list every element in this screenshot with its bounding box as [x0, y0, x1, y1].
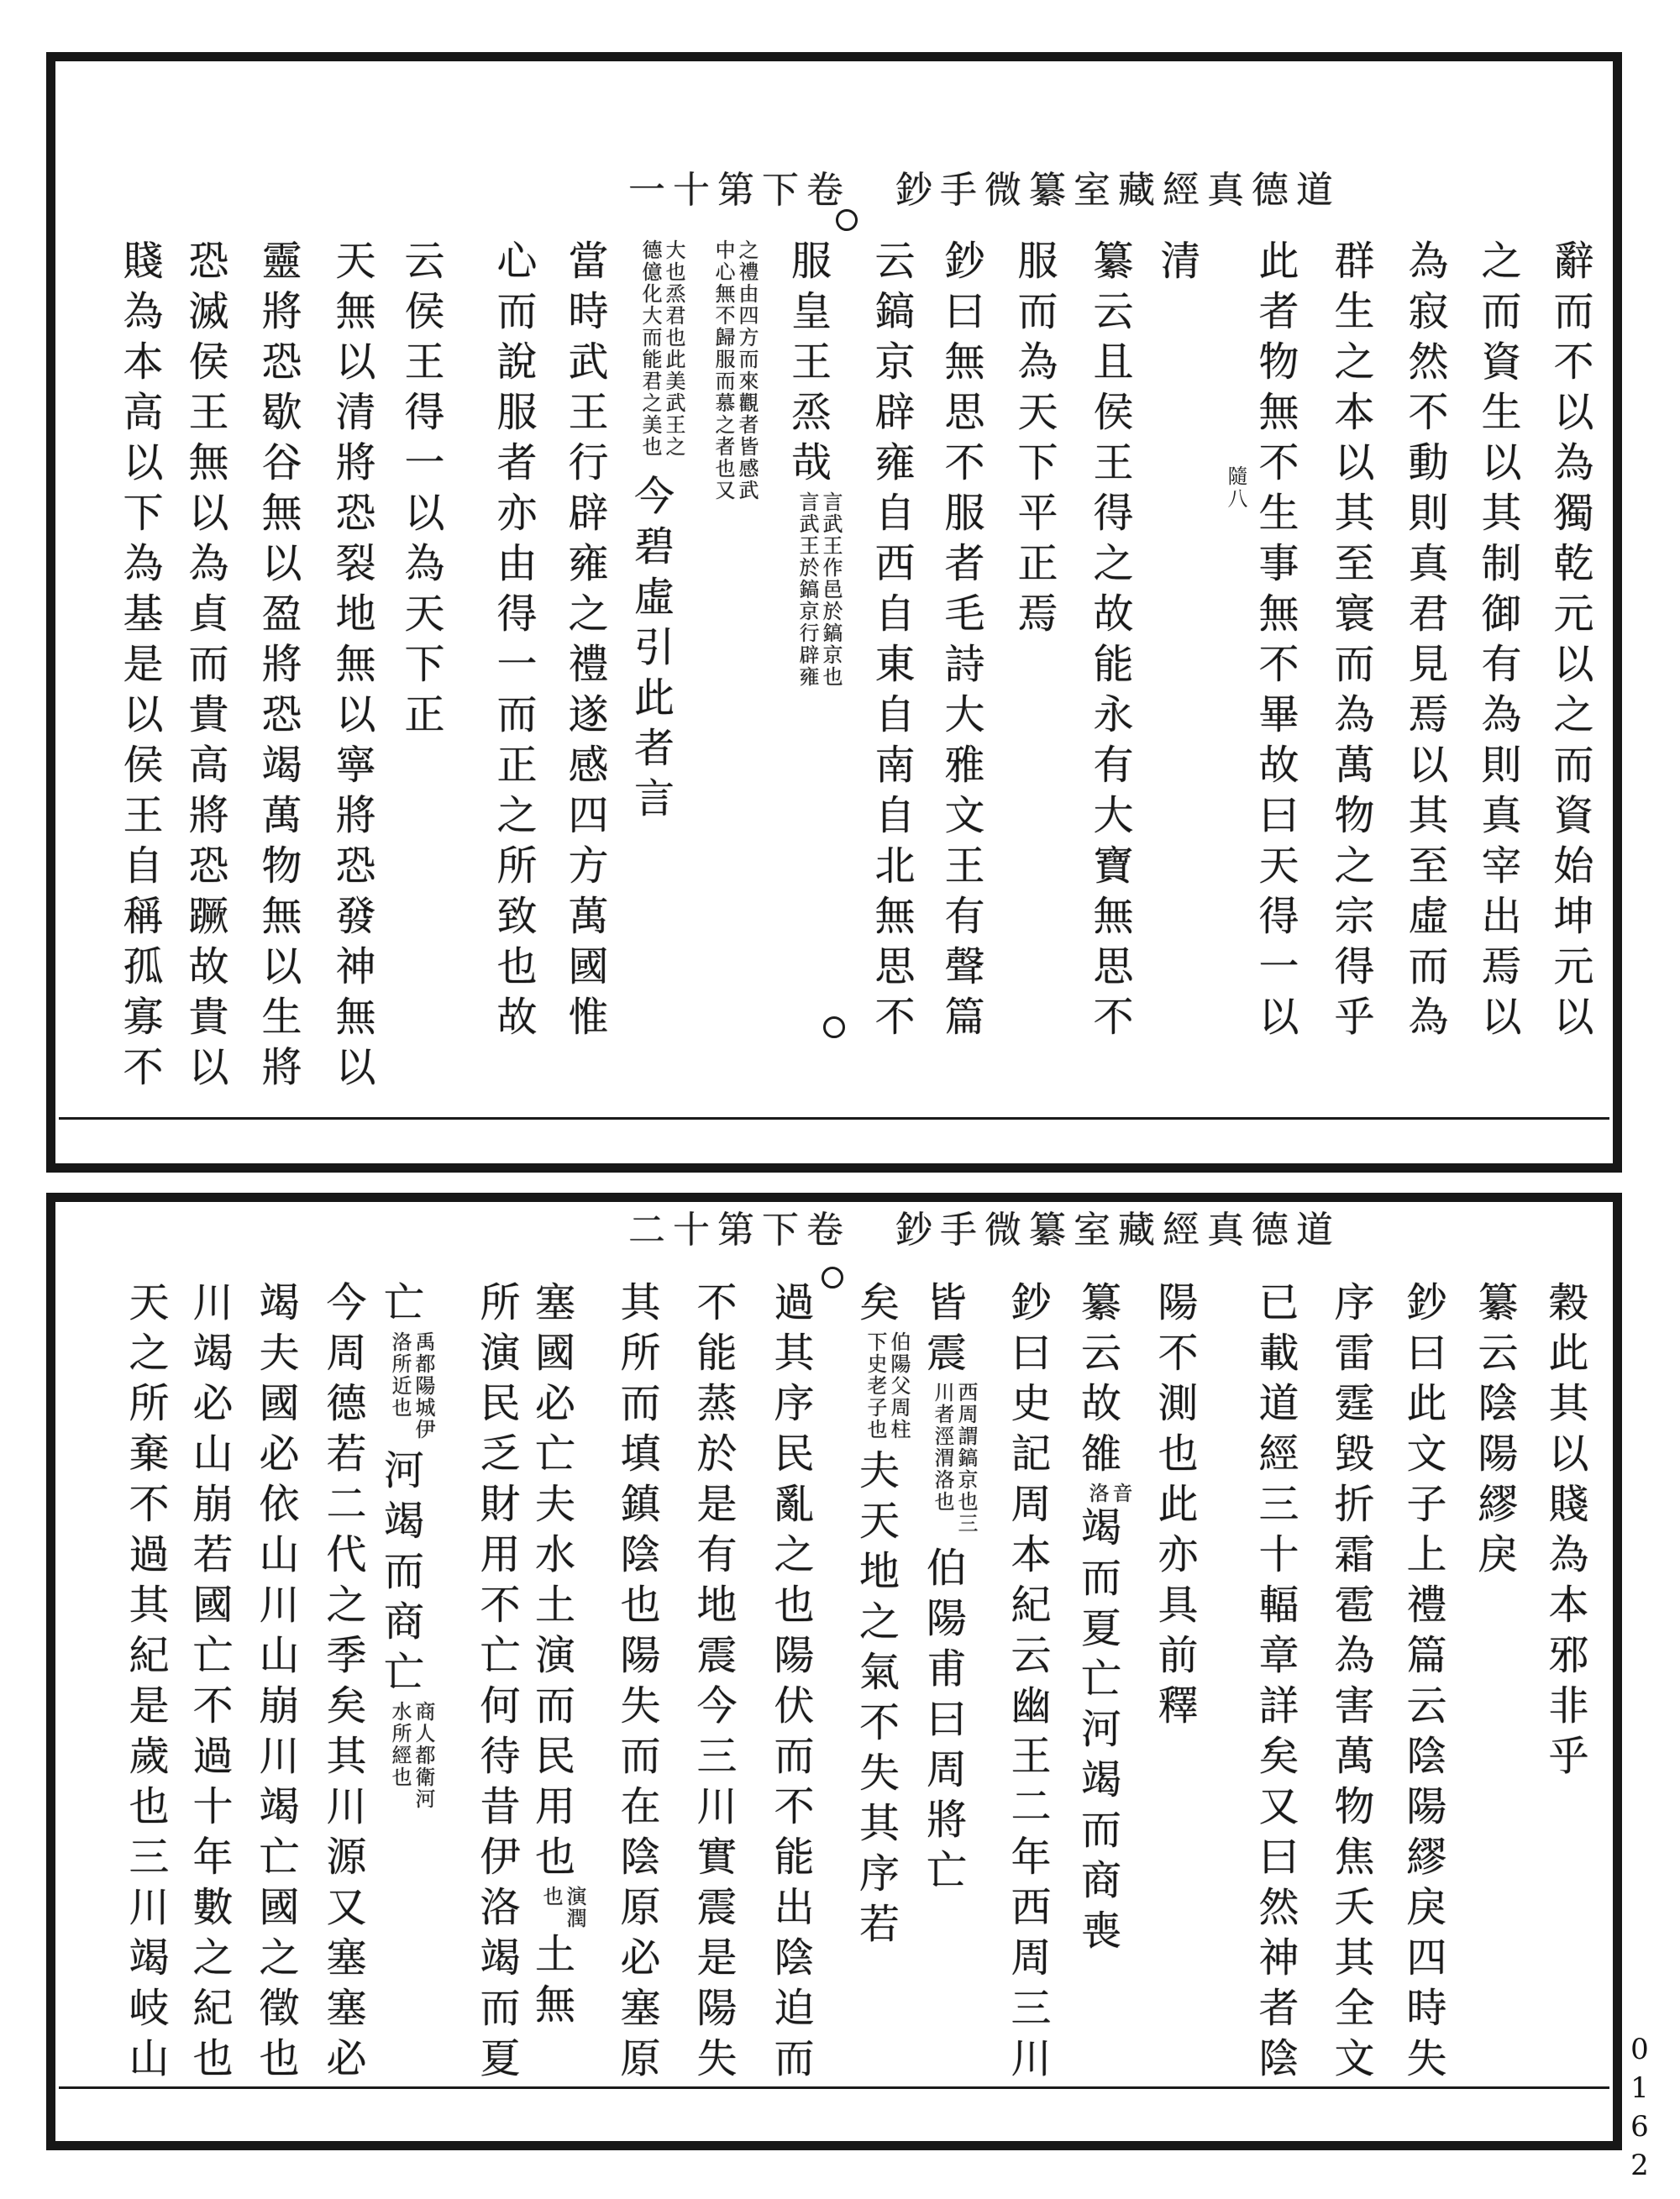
text-column-top-16	[394, 239, 446, 743]
main-text: 竭夫國必依山川山崩川竭亡國之徵也	[252, 1281, 299, 2087]
text-column-top-6	[1150, 239, 1202, 290]
main-text: 服而為天下平正焉	[1011, 239, 1058, 643]
main-text: 今周德若二代之季矣其川源又塞塞必	[319, 1281, 366, 2087]
main-text: 過其序民亂之也陽伏而不能出陰迫而	[767, 1281, 814, 2087]
interlinear-note: 之禮由四方而來觀者皆感武中心無不歸服而慕之者也又	[711, 239, 759, 501]
main-text: 纂云且侯王得之故能永有大寶無思不	[1086, 239, 1133, 1046]
text-column-top-8	[1007, 239, 1059, 643]
main-text: 心而說服者亦由得一而正之所致也故	[490, 239, 537, 1046]
text-column-bottom-14	[528, 1281, 586, 2034]
main-text: 所演民乏財用不亡何待昔伊洛竭而夏	[473, 1281, 520, 2087]
main-text: 靈將恐歇谷無以盈將恐竭萬物無以生將	[255, 239, 302, 1096]
text-column-bottom-5	[1248, 1281, 1300, 2087]
section-circle-mark	[836, 209, 858, 231]
main-text: 其所而填鎮陰也陽失而在陰原必塞原	[613, 1281, 660, 2087]
folio-number: 0162	[1623, 2033, 1656, 2187]
main-text: 纂云故雒	[1074, 1281, 1121, 1483]
main-text: 之而資生以其制御有為則真宰出焉以	[1474, 239, 1521, 1046]
marginal-note: 隨八	[1224, 465, 1247, 511]
main-text: 鈔曰無思不服者毛詩大雅文王有聲篇	[937, 239, 984, 1046]
text-column-top-1	[1543, 239, 1595, 1046]
text-column-top-14	[558, 239, 610, 1046]
main-text: 鈔曰史記周本紀云幽王二年西周三川	[1004, 1281, 1051, 2087]
text-column-bottom-11	[764, 1281, 816, 2087]
main-text: 河竭而商亡	[376, 1449, 424, 1701]
interlinear-note: 言武王作邑於鎬京也言武王於鎬京行辟雍	[795, 491, 843, 688]
main-text: 鈔曰此文子上禮篇云陰陽繆戾四時失	[1399, 1281, 1446, 2087]
main-text: 賤為本高以下為基是以侯王自稱孤寡不	[116, 239, 163, 1096]
text-column-bottom-20	[118, 1281, 171, 2087]
text-column-top-17	[325, 239, 377, 1096]
text-column-bottom-4	[1324, 1281, 1376, 2087]
main-text: 清	[1153, 239, 1200, 290]
main-text: 夫天地之氣不失其序若	[852, 1449, 900, 1953]
interlinear-note: 音洛	[1085, 1483, 1132, 1504]
main-text: 塞國必亡夫水土演而民用也	[528, 1281, 575, 1886]
main-text: 纂云陰陽繆戾	[1471, 1281, 1518, 1583]
interlinear-note: 伯陽父周柱下史老子也	[864, 1331, 911, 1441]
main-text: 土無	[528, 1933, 575, 2034]
main-text: 今碧虛引此者言	[627, 475, 675, 827]
main-text: 辭而不以為獨乾元以之而資始坤元以	[1546, 239, 1593, 1046]
text-column-bottom-18	[249, 1281, 301, 2087]
text-column-top-20	[113, 239, 165, 1096]
main-text: 天無以清將恐裂地無以寧將恐發神無以	[328, 239, 375, 1096]
text-column-bottom-6	[1147, 1281, 1200, 1735]
interlinear-note: 大也烝君也此美武王之德億化大而能君之美也	[638, 239, 685, 458]
text-column-bottom-16	[376, 1281, 435, 1819]
text-column-top-4	[1324, 239, 1376, 1046]
main-text: 川竭必山崩若國亡不過十年數之紀也	[186, 1281, 233, 2087]
main-text: 云鎬京辟雍自西自東自南自北無思不	[868, 239, 915, 1046]
main-text: 服皇王烝哉	[784, 239, 832, 491]
main-text: 群生之本以其至寰而為萬物之宗得乎	[1327, 239, 1374, 1046]
main-text: 當時武王行辟雍之禮遂感四方萬國惟	[561, 239, 608, 1046]
main-text: 矣	[852, 1281, 900, 1331]
text-column-top-5	[1248, 239, 1300, 1046]
text-column-bottom-9	[919, 1281, 978, 1899]
interlinear-note: 商人都衛河水所經也	[388, 1701, 435, 1810]
text-column-top-11	[784, 239, 843, 703]
text-column-bottom-3	[1396, 1281, 1448, 2087]
top-leaf-running-title: 一十第下卷 鈔手微纂室藏經真德道	[628, 169, 1341, 212]
text-column-top-7	[1083, 239, 1135, 1046]
text-column-bottom-7	[1074, 1281, 1132, 1960]
text-column-bottom-13	[610, 1281, 662, 2087]
text-column-top-2	[1471, 239, 1523, 1046]
text-column-top-15	[486, 239, 538, 1046]
main-text: 皆震	[919, 1281, 967, 1382]
main-text: 序雷霆毀折霜雹為害萬物焦夭其全文	[1327, 1281, 1374, 2087]
main-text: 此者物無不生事無不畢故曰天得一以	[1252, 239, 1299, 1046]
text-column-bottom-12	[686, 1281, 738, 2087]
main-text: 不能蒸於是有地震今三川實震是陽失	[690, 1281, 737, 2087]
text-column-bottom-15	[470, 1281, 522, 2087]
text-column-top-9	[934, 239, 986, 1046]
text-column-bottom-17	[316, 1281, 368, 2087]
text-column-bottom-2	[1467, 1281, 1520, 1583]
main-text: 云侯王得一以為天下正	[397, 239, 444, 743]
interlinear-note: 演潤也	[539, 1886, 586, 1929]
text-column-bottom-8	[1000, 1281, 1053, 2087]
text-column-top-10	[864, 239, 916, 1046]
text-column-top-3	[1398, 239, 1450, 1046]
text-column-bottom-10	[852, 1281, 911, 1953]
interlinear-note: 西周謂鎬京也三川者涇渭洛也	[931, 1382, 978, 1535]
main-text: 伯陽甫曰周將亡	[919, 1546, 967, 1899]
main-text: 陽不測也此亦具前釋	[1151, 1281, 1198, 1735]
top-leaf-inner-rule	[59, 1117, 1609, 1120]
section-circle-mark	[823, 1016, 845, 1038]
main-text: 天之所棄不過其紀是歲也三川竭岐山	[122, 1281, 169, 2087]
section-circle-mark	[822, 1267, 843, 1288]
text-column-top-13	[627, 239, 685, 827]
main-text: 亡	[376, 1281, 424, 1331]
text-column-bottom-19	[182, 1281, 234, 2087]
text-column-bottom-1	[1538, 1281, 1590, 1785]
main-text: 恐滅侯王無以為貞而貴高將恐蹶故貴以	[181, 239, 228, 1096]
main-text: 穀此其以賤為本邪非乎	[1541, 1281, 1588, 1785]
main-text: 竭而夏亡河竭而商喪	[1074, 1506, 1121, 1960]
interlinear-note: 禹都陽城伊洛所近也	[388, 1331, 435, 1441]
text-column-top-18	[251, 239, 303, 1096]
text-column-top-19	[178, 239, 230, 1096]
main-text: 為寂然不動則真君見焉以其至虛而為	[1401, 239, 1448, 1046]
bottom-leaf-running-title: 二十第下卷 鈔手微纂室藏經真德道	[628, 1209, 1341, 1252]
main-text: 已載道經三十輻章詳矣又曰然神者陰	[1252, 1281, 1299, 2087]
text-column-top-12	[706, 239, 759, 522]
